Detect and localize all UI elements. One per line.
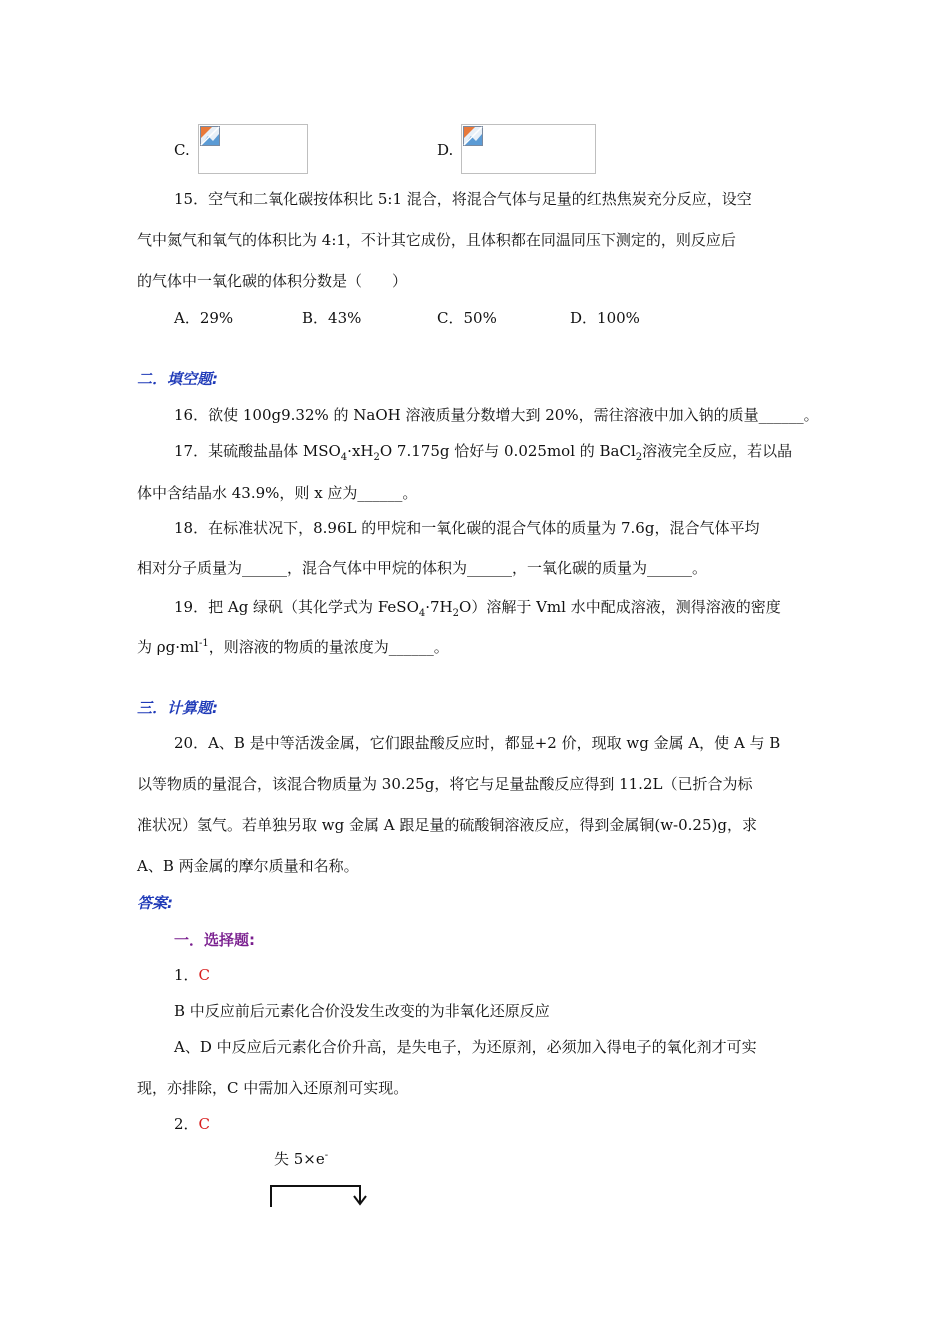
q19-line1: 19．把 Ag 绿矾（其化学式为 $FeSO_4\cdot 7H_2O$）溶解于 Vml 水中配成溶液，测得溶液的密度 [174,598,781,619]
broken-image-icon [463,126,483,146]
answers-choice-heading: 一．选择题: [174,931,255,949]
section-fill-blank-heading: 二．填空题: [137,370,218,388]
q15-line1: 15．空气和二氧化碳按体积比 5:1 混合，将混合气体与足量的红热焦炭充分反应，设空 [174,190,752,208]
q19-line2: 为 $\rho g\cdot ml^{-1}$，则溶液的物质的量浓度为______。 [137,638,449,656]
q15-option-b: B．43% [302,309,362,327]
answer-1-line3: 现，亦排除，C 中需加入还原剂可实现。 [137,1079,409,1097]
answer-1-line2: A、D 中反应后元素化合价升高，是失电子，为还原剂，必须加入得电子的氧化剂才可实 [174,1038,757,1056]
answers-heading: 答案: [137,894,173,912]
electron-transfer-arrow [268,1182,368,1208]
q15-line3: 的气体中一氧化碳的体积分数是（ ） [137,272,408,290]
q17-line1: 17．某硫酸盐晶体 $MSO_4\cdot xH_2O$ 7.175g 恰好与 0.025mol 的 BaCl$_2$溶液完全反应，若以晶 [174,442,793,463]
option-c-label: C. [174,141,190,159]
answer-1: 1．C [174,966,211,984]
q20-line2: 以等物质的量混合，该混合物质量为 30.25g，将它与足量盐酸反应得到 11.2L（已折合为标 [137,775,753,793]
option-c-image [198,124,308,174]
answer-1-line1: B 中反应前后元素化合价没发生改变的为非氧化还原反应 [174,1002,550,1020]
q20-line4: A、B 两金属的摩尔质量和名称。 [137,857,359,875]
section-calculation-heading: 三．计算题: [137,699,218,717]
q20-line1: 20．A、B 是中等活泼金属，它们跟盐酸反应时，都显+2 价，现取 wg 金属 A，使 A 与 B [174,734,781,752]
q18-line2: 相对分子质量为______，混合气体中甲烷的体积为______，一氧化碳的质量为______。 [137,559,708,577]
answer-2: 2．C [174,1115,211,1133]
q16-text: 16．欲使 100g9.32% 的 NaOH 溶液质量分数增大到 20%，需往溶液中加入钠的质量______。 [174,406,819,424]
electron-transfer-label: 失 5×e- [274,1150,329,1168]
q20-line3: 准状况）氢气。若单独另取 wg 金属 A 跟足量的硫酸铜溶液反应，得到金属铜(w-0.25)g，求 [137,816,757,834]
broken-image-icon [200,126,220,146]
q15-line2: 气中氮气和氧气的体积比为 4:1，不计其它成份，且体积都在同温同压下测定的，则反应后 [137,231,736,249]
option-d-label: D. [437,141,454,159]
option-d-image [461,124,596,174]
q18-line1: 18．在标准状况下，8.96L 的甲烷和一氧化碳的混合气体的质量为 7.6g，混合气体平均 [174,519,760,537]
q15-option-c: C．50% [437,309,497,327]
q17-line2: 体中含结晶水 43.9%，则 x 应为______。 [137,484,418,502]
q15-option-d: D．100% [570,309,640,327]
q15-option-a: A．29% [174,309,234,327]
